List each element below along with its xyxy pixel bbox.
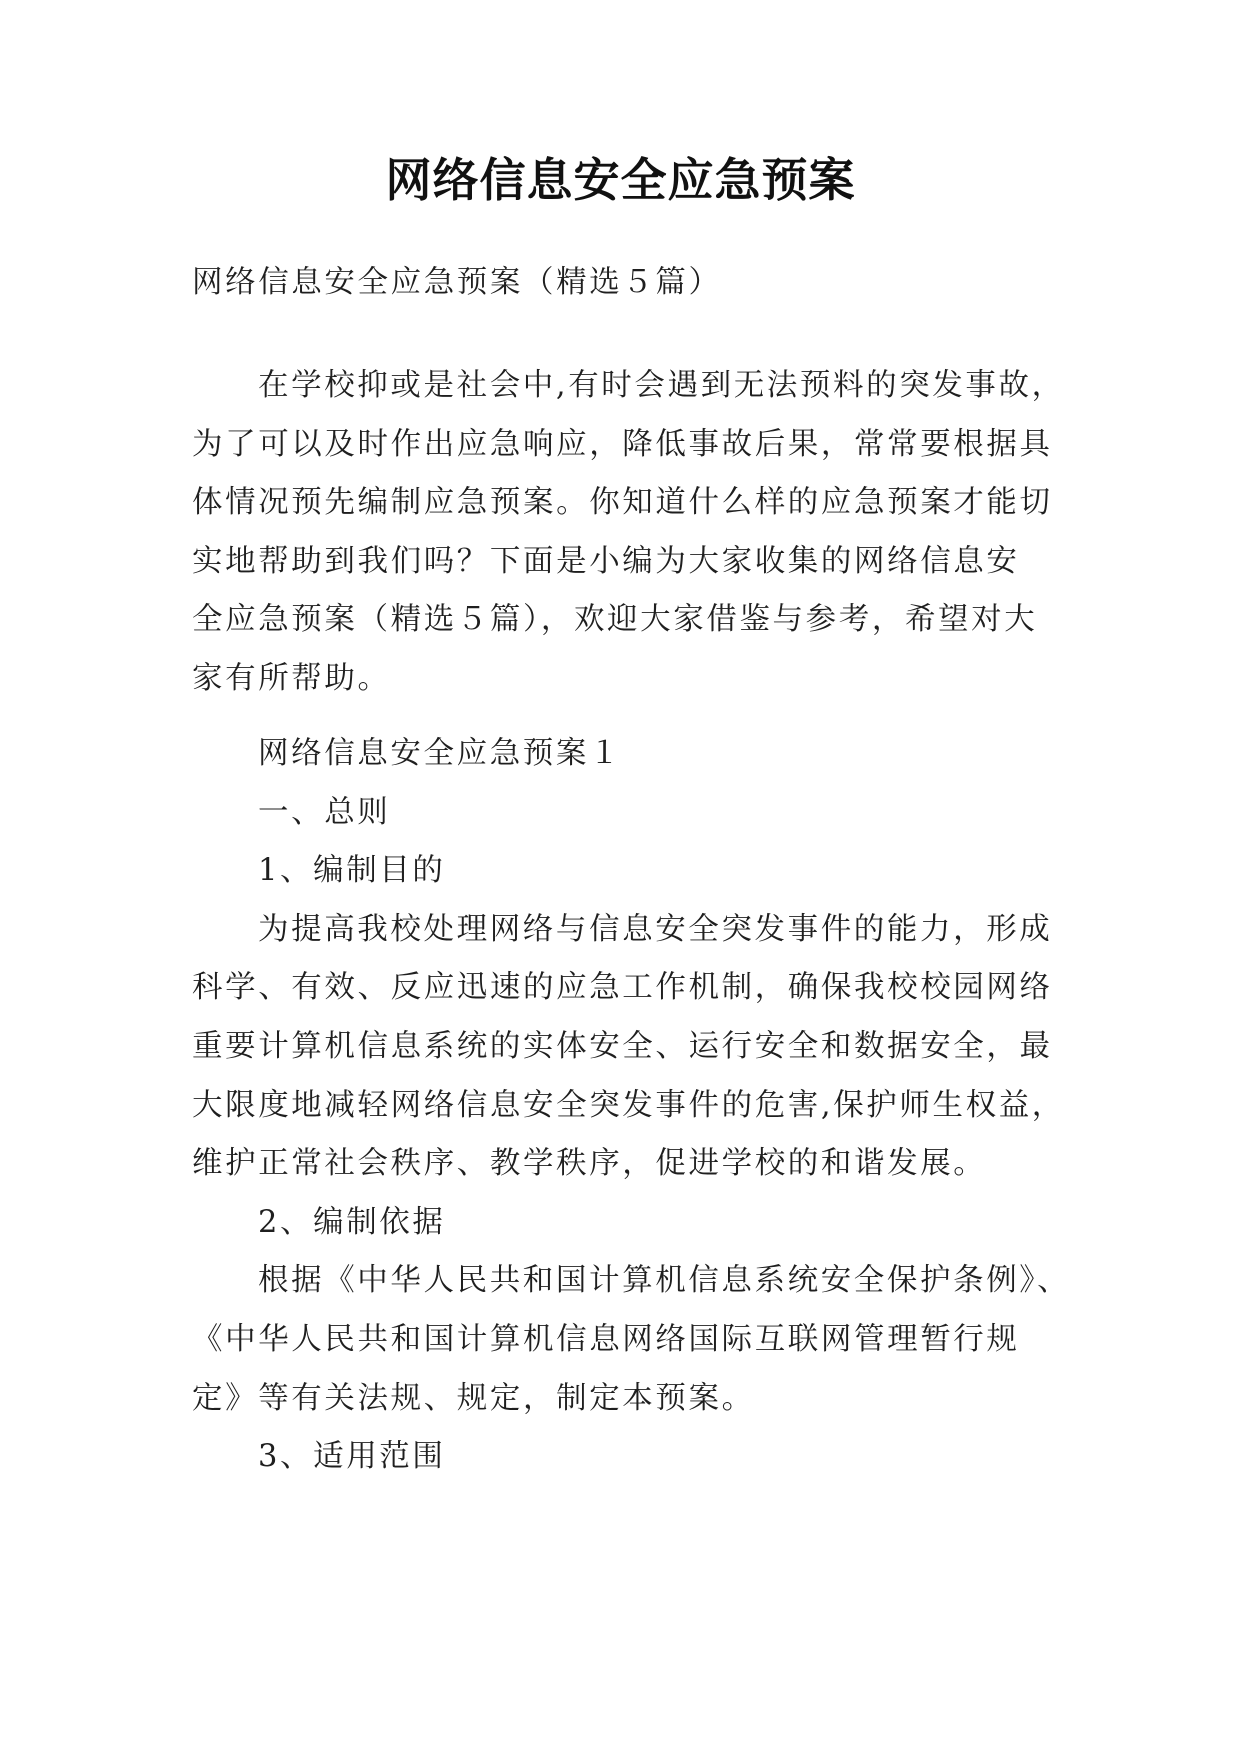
paragraph-line: 全应急预案（精选５篇），欢迎大家借鉴与参考，希望对大 [192, 602, 1038, 638]
paragraph-line: 为了可以及时作出应急响应，降低事故后果，常常要根据具 [192, 426, 1053, 462]
paragraph-line: 科学、有效、反应迅速的应急工作机制，确保我校校园网络 [192, 970, 1053, 1006]
paragraph-line: 大限度地减轻网络信息安全突发事件的危害,保护师生权益， [192, 1087, 1065, 1123]
paragraph-line: 家有所帮助。 [192, 660, 391, 696]
part-heading: 一、总则 [258, 794, 391, 830]
paragraph-line: 《中华人民共和国计算机信息网络国际互联网管理暂行规 [192, 1321, 1020, 1357]
document-subtitle [192, 254, 1072, 313]
paragraph-line: 在学校抑或是社会中,有时会遇到无法预料的突发事故， [258, 368, 1065, 403]
paragraph-line: 为提高我校处理网络与信息安全突发事件的能力，形成 [258, 911, 1053, 947]
paragraph-line: 定》等有关法规、规定，制定本预案。 [192, 1380, 755, 1416]
item2-heading: 2、编制依据 [258, 1204, 446, 1240]
intro-paragraph [192, 357, 1072, 709]
paragraph-line: 维护正常社会秩序、教学秩序，促进学校的和谐发展。 [192, 1146, 987, 1182]
item1-heading: 1、编制目的 [258, 853, 446, 889]
document-title: 网络信息安全应急预案 [385, 153, 856, 207]
section-block [192, 725, 1072, 1487]
paragraph-line: 根据《中华人民共和国计算机信息系统安全保护条例》、 [258, 1263, 1071, 1299]
section-title: 网络信息安全应急预案１ [258, 736, 623, 771]
paragraph-line: 体情况预先编制应急预案。你知道什么样的应急预案才能切 [192, 485, 1053, 521]
subtitle-line: 网络信息安全应急预案（精选５篇） [192, 265, 722, 300]
paragraph-line: 重要计算机信息系统的实体安全、运行安全和数据安全，最 [192, 1028, 1053, 1064]
paragraph-line: 实地帮助到我们吗？下面是小编为大家收集的网络信息安 [192, 543, 1020, 579]
item3-heading: 3、适用范围 [258, 1439, 446, 1475]
